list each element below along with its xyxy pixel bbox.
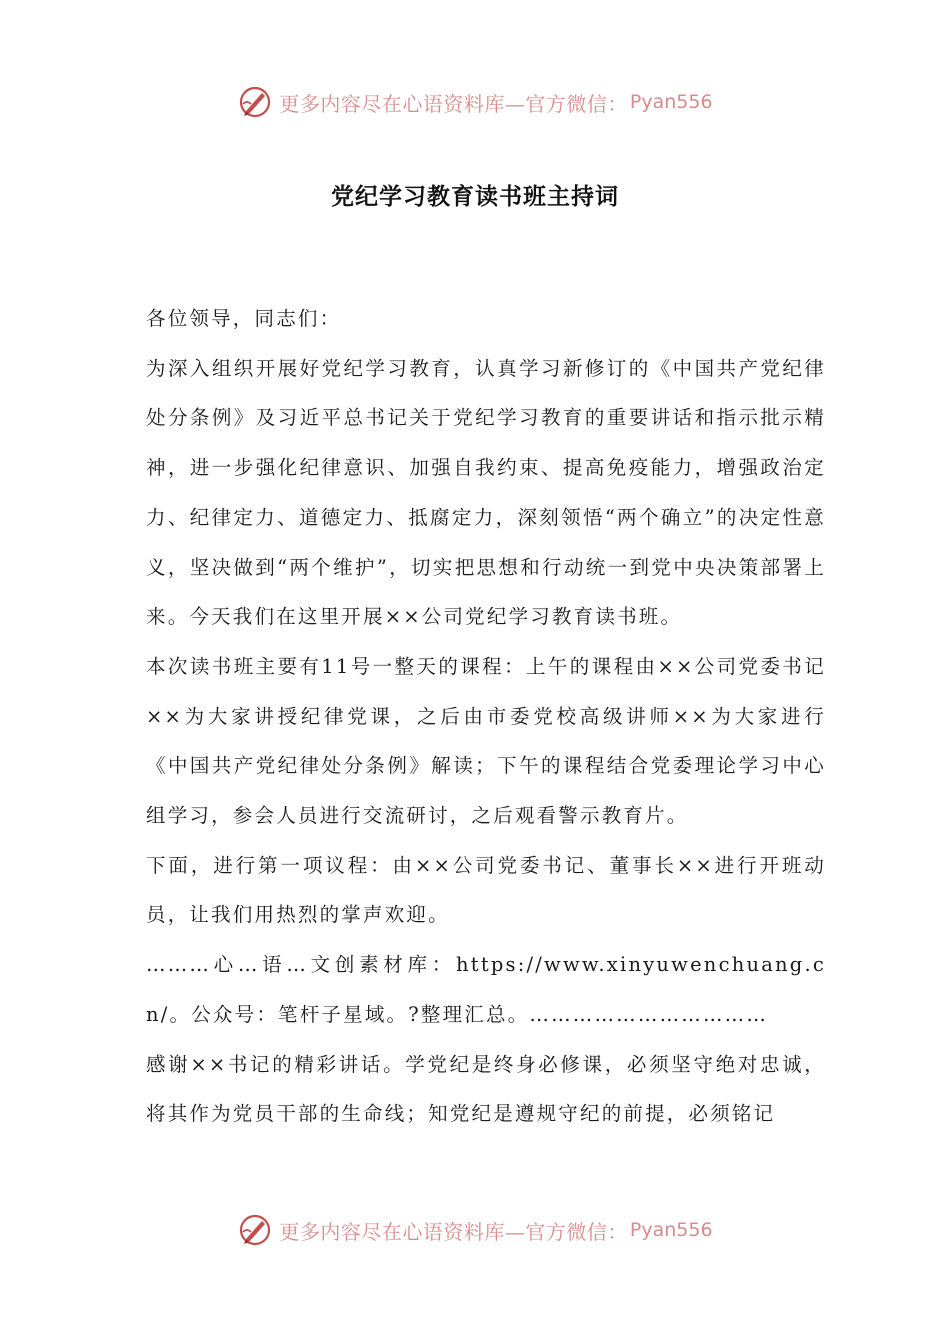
paragraph-schedule: 本次读书班主要有11号一整天的课程：上午的课程由××公司党委书记××为大家讲授纪律党课，之后由市委党校高级讲师××为大家进行《中国共产党纪律处分条例》解读；下午的课程结合党委理论学习中心组学习，参会人员进行交流研讨，之后观看警示教育片。 <box>146 654 826 828</box>
document-body <box>146 294 826 1139</box>
pen-logo-icon <box>237 84 273 120</box>
paragraph-greeting: 各位领导，同志们： <box>146 307 342 330</box>
wechat-id: Pyan556 <box>629 91 713 113</box>
paragraph-agenda: 下面，进行第一项议程：由××公司党委书记、董事长××进行开班动员，让我们用热烈的掌声欢迎。 <box>146 853 826 927</box>
watermark-text: 更多内容尽在心语资料库—官方微信： <box>279 91 628 116</box>
footer-watermark-banner <box>0 1210 950 1250</box>
header-watermark-banner <box>0 82 950 122</box>
watermark-text: 更多内容尽在心语资料库—官方微信： <box>279 1219 628 1244</box>
document-title: 党纪学习教育读书班主持词 <box>331 183 619 210</box>
paragraph-source-note: ………心…语…文创素材库：https://www.xinyuwenchuang.cn/。公众号：笔杆子星域。?整理汇总。…………………………… <box>146 953 826 1026</box>
wechat-id: Pyan556 <box>629 1219 713 1241</box>
paragraph-purpose: 为深入组织开展好党纪学习教育，认真学习新修订的《中国共产党纪律处分条例》及习近平总书记关于党纪学习教育的重要讲话和指示批示精神，进一步强化纪律意识、加强自我约束、提高免疫能力，增强政治定力、纪律定力、道德定力、抵腐定力，深刻领悟“两个确立”的决定性意义，坚决做到“两个维护”，切实把思想和行动统一到党中央决策部署上来。今天我们在这里开展××公司党纪学习教育读书班。 <box>146 356 826 629</box>
pen-logo-icon <box>237 1212 273 1248</box>
paragraph-thanks: 感谢××书记的精彩讲话。学党纪是终身必修课，必须坚守绝对忠诚，将其作为党员干部的生命线；知党纪是遵规守纪的前提，必须铭记 <box>146 1052 826 1126</box>
